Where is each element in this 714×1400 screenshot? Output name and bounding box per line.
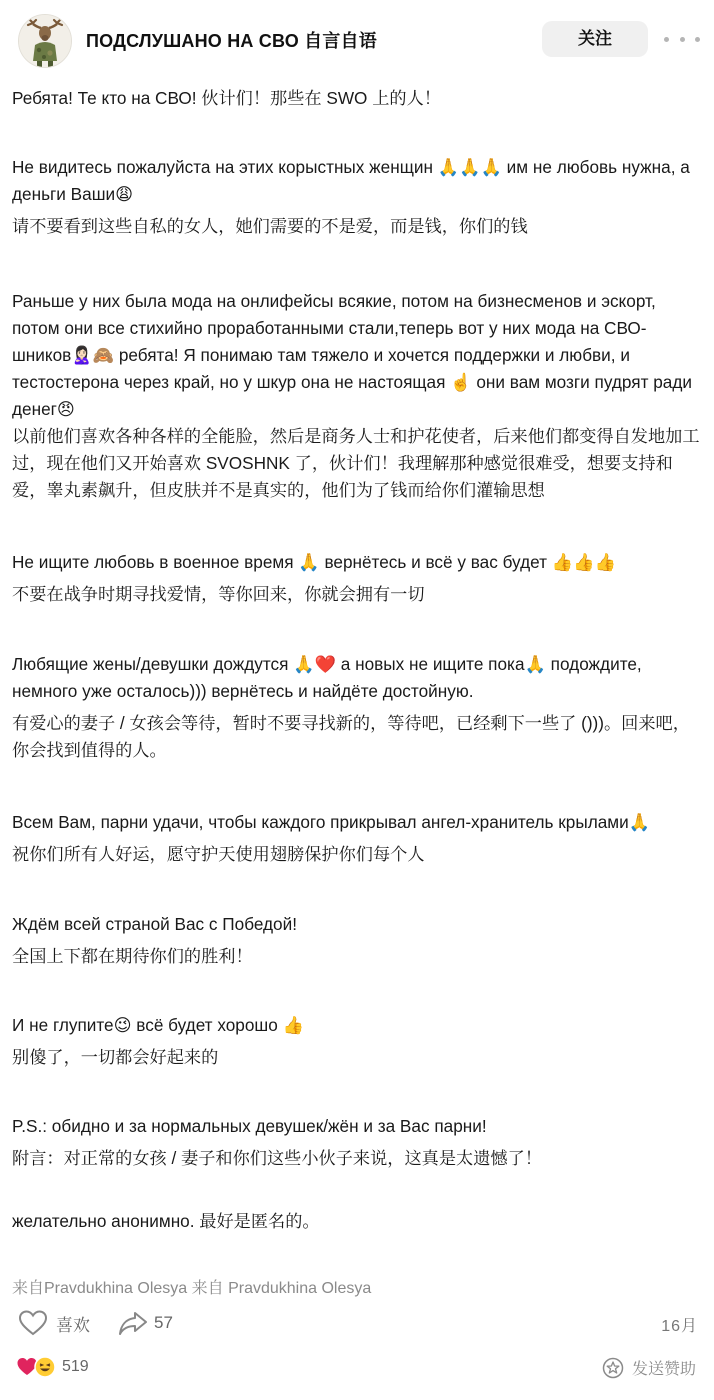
post-paragraph: Любящие жены/девушки дождутся 🙏❤️ а новых не ищите пока🙏 подождите, немного уже осталось))) вернётесь и найдёте достойную.: [12, 654, 642, 701]
heart-outline-icon: [18, 1309, 48, 1337]
more-dot: [680, 37, 685, 42]
post-translation: 附言：对正常的女孩 / 妻子和你们这些小伙子来说，这真是太遗憾了！: [12, 1148, 542, 1168]
share-count: 57: [154, 1313, 173, 1332]
post-paragraph: Раньше у них была мода на онлифейсы всякие, потом на бизнесменов и эскорт, потом они все стихийно проработанными стали,теперь вот у них мода на СВО-шников🙎🏻‍♀️🙈 ребята! Я понимаю там тяжело и хочется поддержки и любви, и тестостерона через край, но у шкур она не настоящая ☝️ они вам мозги пудрят ради денег😠: [12, 291, 692, 419]
post-paragraph: Всем Вам, парни удачи, чтобы каждого прикрывал ангел-хранитель крылами🙏: [12, 812, 651, 832]
like-label: 喜欢: [56, 1315, 90, 1335]
post-translation: 请不要看到这些自私的女人，她们需要的不是爱，而是钱，你们的钱: [12, 216, 528, 236]
post-paragraph: Ждём всей страной Вас с Победой!: [12, 914, 297, 934]
reactions-count: 519: [62, 1358, 89, 1375]
post-paragraph: Не видитесь пожалуйста на этих корыстных женщин 🙏🙏🙏 им не любовь нужна, а деньги Ваши😩: [12, 157, 690, 204]
post-source[interactable]: 来自Pravdukhina Olesya 来自 Pravdukhina Olesya: [12, 1280, 372, 1297]
like-button[interactable]: [18, 1309, 90, 1337]
post-date: 16月: [661, 1318, 698, 1335]
gift-tip-icon: [602, 1357, 624, 1379]
post-header: [0, 0, 714, 80]
post-paragraph: Ребята! Те кто на СВО! 伙计们！那些在 SWO 上的人！: [12, 88, 441, 108]
post-translation: 全国上下都在期待你们的胜利！: [12, 946, 253, 966]
post-body: [12, 82, 702, 1235]
share-button[interactable]: [118, 1309, 173, 1337]
post-paragraph: И не глупите😉 всё будет хорошо 👍: [12, 1015, 304, 1035]
send-tip-label: 发送赞助: [631, 1361, 696, 1378]
send-tip-button[interactable]: [602, 1356, 696, 1379]
page-title[interactable]: ПОДСЛУШАНО НА СВО 自言自语: [86, 31, 377, 51]
post-paragraph: P.S.: обидно и за нормальных девушек/жён и за Вас парни!: [12, 1116, 487, 1136]
laugh-reaction-icon: [34, 1356, 56, 1378]
more-dot: [664, 37, 669, 42]
post-translation: 有爱心的妻子 / 女孩会等待，暂时不要寻找新的，等待吧，已经剩下一些了 ()))。回来吧，你会找到值得的人。: [12, 713, 690, 760]
post-translation: 不要在战争时期寻找爱情，等你回来，你就会拥有一切: [12, 584, 425, 604]
follow-button[interactable]: 关注: [542, 21, 648, 57]
more-icon[interactable]: [664, 28, 700, 50]
moose-soldier-avatar-icon: [19, 15, 71, 67]
post-paragraph: Не ищите любовь в военное время 🙏 вернётесь и всё у вас будет 👍👍👍: [12, 552, 616, 572]
post-translation: 别傻了，一切都会好起来的: [12, 1047, 219, 1067]
share-icon: [118, 1309, 148, 1337]
post-translation: 祝你们所有人好运，愿守护天使用翅膀保护你们每个人: [12, 844, 425, 864]
post-paragraph: желательно анонимно. 最好是匿名的。: [12, 1211, 320, 1231]
avatar[interactable]: [18, 14, 72, 68]
more-dot: [695, 37, 700, 42]
action-bar: [18, 1306, 698, 1342]
reactions-summary[interactable]: [16, 1356, 89, 1378]
post-translation: 以前他们喜欢各种各样的全能脸，然后是商务人士和护花使者，后来他们都变得自发地加工过，现在他们又开始喜欢 SVOSHNK 了，伙计们！我理解那种感觉很难受，想要支持和爱，睾丸素飙升，但皮肤并不是真实的，他们为了钱而给你们灌输思想: [12, 426, 700, 500]
